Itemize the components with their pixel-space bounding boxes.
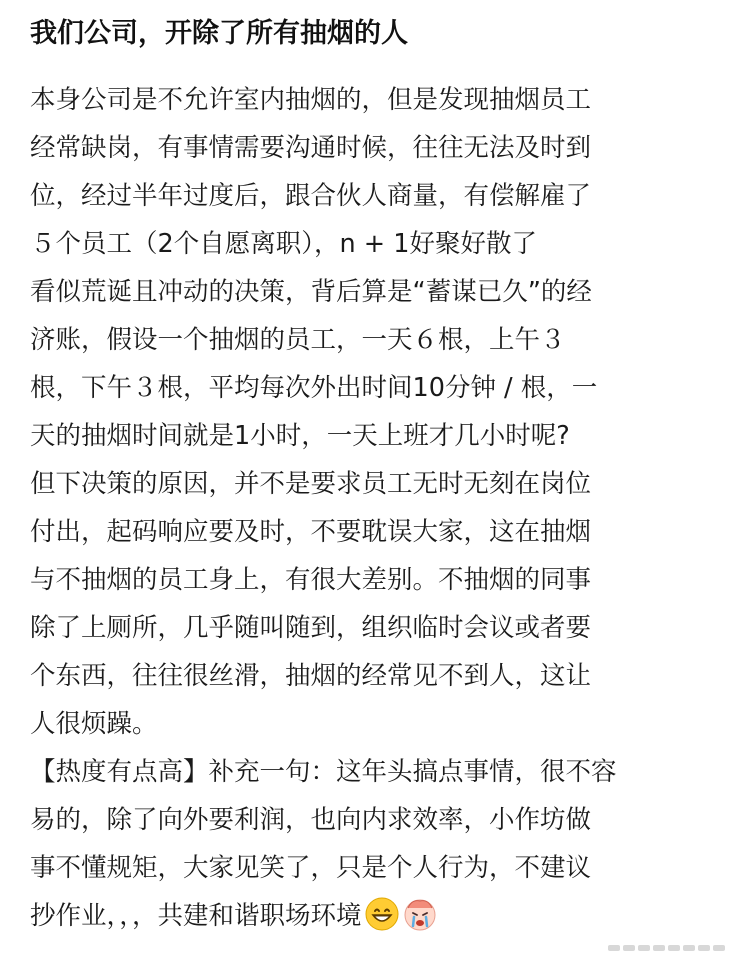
body-line: 根，下午３根，平均每次外出时间10分钟 / 根，一 [30,373,598,403]
body-line: 人很烦躁。 [30,709,158,739]
body-line: 易的，除了向外要利润，也向内求效率，小作坊做 [30,805,592,835]
watermark [608,941,725,955]
grinning-face-emoji [364,896,400,932]
body-line: 但下决策的原因，并不是要求员工无时无刻在岗位 [30,469,592,499]
body-line: 位，经过半年过度后，跟合伙人商量，有偿解雇了 [30,181,592,211]
body-line: 与不抽烟的员工身上，有很大差别。不抽烟的同事 [30,565,592,595]
body-line: 除了上厕所，几乎随叫随到，组织临时会议或者要 [30,613,592,643]
body-line: 事不懂规矩，大家见笑了，只是个人行为，不建议 [30,853,592,883]
body-line: 经常缺岗，有事情需要沟通时候，往往无法及时到 [30,133,592,163]
body-line: 看似荒诞且冲动的决策，背后算是“蓄谋已久”的经 [30,277,592,307]
body-line: 济账，假设一个抽烟的员工，一天６根，上午３ [30,325,566,355]
body-line: ５个员工（2个自愿离职），n + 1好聚好散了 [30,229,537,259]
crying-face-emoji [402,896,438,932]
post-title: 我们公司，开除了所有抽烟的人 [30,18,408,49]
body-line: 本身公司是不允许室内抽烟的，但是发现抽烟员工 [30,85,592,115]
body-line-text: 抄作业，，，共建和谐职场环境 [30,901,362,931]
body-line: 付出，起码响应要及时，不要耽误大家，这在抽烟 [30,517,592,547]
body-line-last [30,892,720,940]
post-body [30,76,720,940]
body-line: 【热度有点高】补充一句：这年头搞点事情，很不容 [30,757,617,787]
body-line: 个东西，往往很丝滑，抽烟的经常见不到人，这让 [30,661,592,691]
body-line: 天的抽烟时间就是1小时，一天上班才几小时呢? [30,421,570,451]
